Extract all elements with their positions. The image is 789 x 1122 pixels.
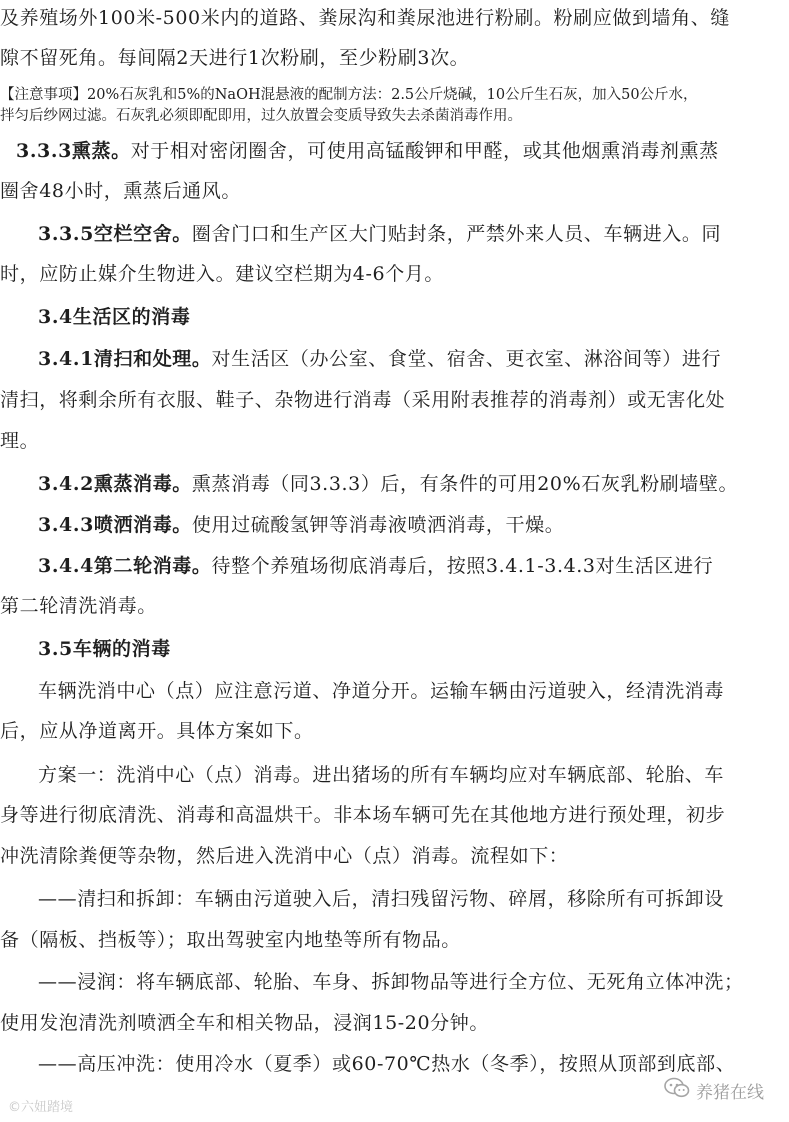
text-line: ——浸润：将车辆底部、轮胎、车身、拆卸物品等进行全方位、无死角立体冲洗； — [38, 971, 744, 993]
text-line: 理。 — [0, 430, 40, 452]
text-line: 圈舍48小时，熏蒸后通风。 — [0, 180, 241, 202]
section-heading: 3.4生活区的消毒 — [38, 306, 191, 328]
text-span: 熏蒸消毒（同3.3.3）后，有条件的可用20%石灰乳粉刷墙壁。 — [191, 473, 739, 495]
watermark-left: ©六妞踏境 — [8, 1100, 74, 1115]
text-line: 隙不留死角。每间隔2天进行1次粉刷，至少粉刷3次。 — [0, 47, 470, 69]
section-heading: 3.3.5空栏空舍。 — [38, 223, 192, 245]
section-heading: 3.4.4第二轮消毒。 — [38, 555, 212, 577]
wechat-icon — [664, 1077, 690, 1103]
text-line: 车辆洗消中心（点）应注意污道、净道分开。运输车辆由污道驶入，经清洗消毒 — [38, 680, 725, 702]
text-line: 清扫，将剩余所有衣服、鞋子、杂物进行消毒（采用附表推荐的消毒剂）或无害化处 — [0, 389, 726, 411]
text-line: 第二轮清洗消毒。 — [0, 595, 157, 617]
section-heading: 3.4.2熏蒸消毒。 — [38, 473, 192, 495]
paragraph-line — [0, 472, 789, 496]
text-line: 身等进行彻底清洗、消毒和高温烘干。非本场车辆可先在其他地方进行预处理，初步 — [0, 804, 726, 826]
paragraph-line — [0, 513, 789, 537]
watermark-text: 养猪在线 — [696, 1082, 764, 1103]
text-line: 及养殖场外100米-500米内的道路、粪尿沟和粪尿池进行粉刷。粉刷应做到墙角、缝 — [0, 7, 730, 29]
text-line: ——高压冲洗：使用冷水（夏季）或60-70℃热水（冬季），按照从顶部到底部、 — [38, 1053, 736, 1075]
text-line: 备（隔板、挡板等）；取出驾驶室内地垫等所有物品。 — [0, 929, 461, 951]
paragraph-line — [0, 222, 789, 246]
text-line: 后，应从净道离开。具体方案如下。 — [0, 720, 314, 742]
text-line: 方案一：洗消中心（点）消毒。进出猪场的所有车辆均应对车辆底部、轮胎、车 — [38, 764, 725, 786]
paragraph-line — [0, 139, 789, 163]
section-heading: 3.4.3喷洒消毒。 — [38, 514, 192, 536]
text-line: 使用发泡清洗剂喷洒全车和相关物品，浸润15-20分钟。 — [0, 1012, 489, 1034]
note-line: 拌匀后纱网过滤。石灰乳必须即配即用，过久放置会变质导致失去杀菌消毒作用。 — [0, 108, 522, 124]
paragraph-line — [0, 347, 789, 371]
watermark-right — [664, 1077, 764, 1103]
note-line: 【注意事项】20%石灰乳和5%的NaOH混悬液的配制方法：2.5公斤烧碱，10公斤生石灰，加入50公斤水， — [0, 87, 698, 103]
text-span: 对生活区（办公室、食堂、宿舍、更衣室、淋浴间等）进行 — [211, 348, 722, 370]
text-line: 时，应防止媒介生物进入。建议空栏期为4-6个月。 — [0, 263, 444, 285]
paragraph-line — [0, 554, 789, 578]
text-line: ——清扫和拆卸：车辆由污道驶入后，清扫残留污物、碎屑，移除所有可拆卸设 — [38, 888, 725, 910]
text-span: 对于相对密闭圈舍，可使用高锰酸钾和甲醛，或其他烟熏消毒剂熏蒸 — [130, 140, 719, 162]
text-span: 圈舍门口和生产区大门贴封条，严禁外来人员、车辆进入。同 — [191, 223, 722, 245]
text-span: 使用过硫酸氢钾等消毒液喷洒消毒，干燥。 — [191, 514, 565, 536]
text-line: 冲洗清除粪便等杂物，然后进入洗消中心（点）消毒。流程如下： — [0, 845, 569, 867]
section-heading: 3.3.3熏蒸。 — [16, 140, 131, 162]
text-span: 待整个养殖场彻底消毒后，按照3.4.1-3.4.3对生活区进行 — [211, 555, 714, 577]
section-heading: 3.4.1清扫和处理。 — [38, 348, 212, 370]
section-heading: 3.5车辆的消毒 — [38, 638, 171, 660]
